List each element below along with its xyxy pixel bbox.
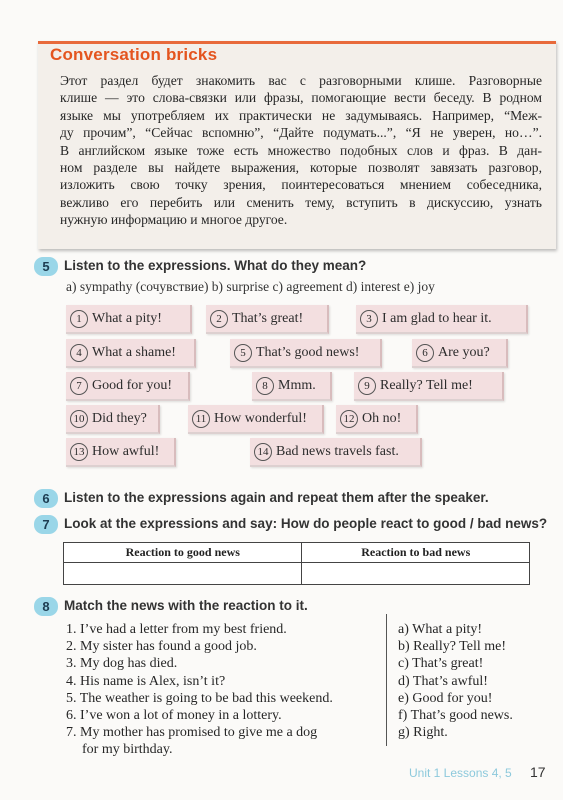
list-item: e) Good for you!: [398, 690, 493, 706]
task-number-badge: 6: [34, 489, 58, 508]
expression-card: [336, 405, 418, 434]
expression-number: 11: [192, 410, 210, 428]
expression-number: 10: [70, 410, 88, 428]
cb-line: изложить свою точку зрения, поинтересоваться мнением собеседника,: [60, 177, 542, 193]
expression-text: Oh no!: [362, 410, 402, 426]
expression-text: That’s good news!: [256, 344, 360, 360]
expression-card: [206, 305, 329, 334]
cb-line: Этот раздел будет знакомить вас с разговорными клише. Разговорные: [60, 73, 542, 88]
list-item: 1. I’ve had a letter from my best friend.: [66, 622, 287, 637]
expression-card: [188, 405, 324, 434]
expression-number: 14: [254, 443, 272, 461]
expression-card: [66, 372, 190, 401]
task-8: [34, 597, 434, 617]
page-number: 17: [530, 764, 546, 780]
expression-text: Bad news travels fast.: [276, 443, 399, 459]
expression-card: [412, 339, 508, 368]
conversation-bricks-text: [60, 72, 542, 229]
list-item: b) Really? Tell me!: [398, 639, 507, 655]
expression-number: 13: [70, 443, 88, 461]
expression-text: How wonderful!: [214, 410, 307, 426]
expression-card: [252, 372, 332, 401]
expression-text: How awful!: [92, 443, 160, 459]
reactions-list: [398, 621, 513, 741]
task-number-badge: 7: [34, 515, 58, 534]
table-row: [64, 563, 530, 585]
expression-text: I am glad to hear it.: [382, 310, 492, 326]
task-5: [34, 257, 554, 277]
cb-line: ду прочим”, “Сейчас вспомню”, “Дайте подумать...”, “Я не уверен, но…”.: [60, 125, 542, 141]
cb-line: нужную информацию и многое другое.: [60, 212, 288, 228]
unit-lessons-label: Unit 1 Lessons 4, 5: [409, 766, 512, 780]
table-header-row: [64, 543, 530, 563]
task-7: [34, 515, 559, 535]
expression-card: [66, 305, 192, 334]
expression-number: 9: [358, 377, 376, 395]
expression-card: [66, 339, 196, 368]
expression-text: Good for you!: [92, 377, 173, 393]
table-header-bad: Reaction to bad news: [302, 543, 530, 563]
list-item: 2. My sister has found a good job.: [66, 639, 257, 655]
task-6: [34, 489, 554, 509]
expression-text: Mmm.: [278, 377, 316, 393]
list-item: 6. I’ve won a lot of money in a lottery.: [66, 708, 282, 724]
cb-line: ном разделе вы найдете выражения, которые позволят завязать разговор,: [60, 160, 542, 176]
list-item: a) What a pity!: [398, 622, 483, 637]
expression-text: What a shame!: [92, 344, 176, 360]
reaction-table: [63, 542, 530, 585]
expression-card: [66, 438, 176, 467]
list-item: 3. My dog has died.: [66, 656, 178, 672]
task-instruction: Listen to the expressions. What do they mean?: [64, 258, 367, 273]
task-number-badge: 5: [34, 257, 58, 276]
expression-number: 7: [70, 377, 88, 395]
list-item: c) That’s great!: [398, 656, 484, 672]
expression-number: 8: [256, 377, 274, 395]
task-number-badge: 8: [34, 597, 58, 616]
expression-text: Really? Tell me!: [380, 377, 473, 393]
column-divider: [386, 614, 387, 746]
table-cell-good[interactable]: [64, 563, 302, 585]
list-item: d) That’s awful!: [398, 673, 488, 689]
expression-number: 4: [70, 344, 88, 362]
expression-card: [356, 305, 528, 334]
list-item: for my birthday.: [82, 742, 173, 758]
meanings-list: a) sympathy (сочувствие) b) surprise c) agreement d) interest e) joy: [66, 279, 435, 294]
table-header-good: Reaction to good news: [64, 543, 302, 563]
cb-line: вежливо его перебить или сменить тему, вступить в дискуссию, узнать: [60, 194, 542, 210]
news-list: [66, 621, 333, 759]
expression-card: [250, 438, 422, 467]
task-instruction: Look at the expressions and say: How do people react to good / bad news?: [64, 516, 548, 531]
list-item: 5. The weather is going to be bad this weekend.: [66, 690, 333, 706]
task-instruction: Listen to the expressions again and repeat them after the speaker.: [64, 490, 489, 505]
expression-number: 5: [234, 344, 252, 362]
list-item: 4. His name is Alex, isn’t it?: [66, 673, 226, 689]
list-item: f) That’s good news.: [398, 708, 513, 724]
list-item: g) Right.: [398, 725, 448, 741]
expression-text: Did they?: [92, 410, 147, 426]
expression-number: 2: [210, 310, 228, 328]
cb-line: В английском языке тоже есть множество подобных слов и фраз. В дан-: [60, 142, 542, 158]
table-cell-bad[interactable]: [302, 563, 530, 585]
expression-card: [354, 372, 504, 401]
conversation-bricks-title: Conversation bricks: [50, 45, 218, 64]
cb-line: языке мы употребляем их практически не задумываясь. Например, “Меж-: [60, 107, 542, 123]
expression-card: [66, 405, 160, 434]
expression-text: That’s great!: [232, 310, 304, 326]
list-item: 7. My mother has promised to give me a dog: [66, 725, 318, 741]
expression-text: What a pity!: [92, 310, 162, 326]
expression-text: Are you?: [438, 344, 490, 360]
expression-number: 3: [360, 310, 378, 328]
cb-line: клише — это слова-связки или фразы, помогающие вести беседу. В родном: [60, 90, 542, 106]
expression-number: 6: [416, 344, 434, 362]
expression-number: 1: [70, 310, 88, 328]
expression-card: [230, 339, 382, 368]
task-instruction: Match the news with the reaction to it.: [64, 598, 308, 613]
expression-number: 12: [340, 410, 358, 428]
